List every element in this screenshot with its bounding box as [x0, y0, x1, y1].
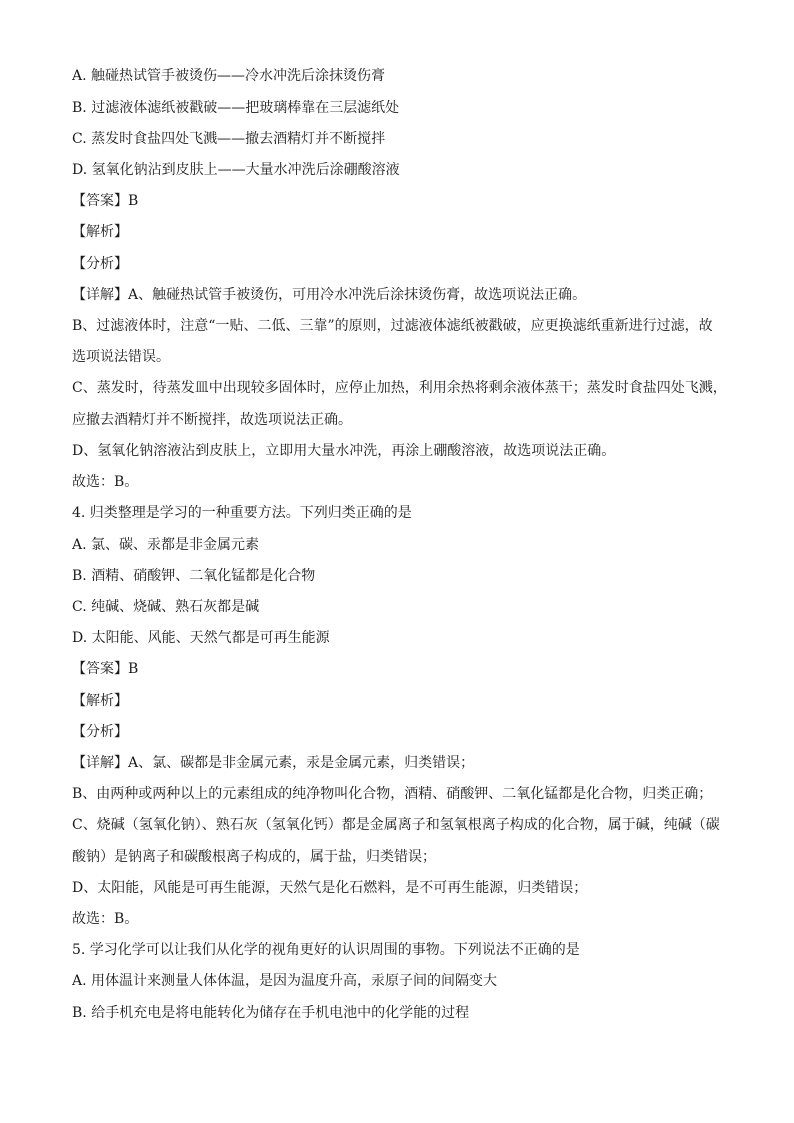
q3-answer: 【答案】B [72, 193, 139, 209]
q3-detail-a: 【详解】A、触碰热试管手被烫伤，可用冷水冲洗后涂抹烫伤膏，故选项说法正确。 [72, 287, 587, 303]
q4-option-b: B. 酒精、硝酸钾、二氧化锰都是化合物 [72, 568, 316, 584]
q4-option-d: D. 太阳能、风能、天然气都是可再生能源 [72, 630, 330, 646]
q4-detail-d: D、太阳能，风能是可再生能源，天然气是化石燃料，是不可再生能源，归类错误； [72, 880, 588, 896]
q4-option-a: A. 氯、碳、汞都是非金属元素 [72, 537, 260, 553]
q3-analysis-label: 【解析】 [72, 224, 128, 240]
q5-option-a: A. 用体温计来测量人体体温，是因为温度升高，汞原子间的间隔变大 [72, 973, 498, 989]
q3-detail-c-line1: C、蒸发时，待蒸发皿中出现较多固体时，应停止加热，利用余热将剩余液体蒸干；蒸发时食盐四处飞溅， [72, 380, 727, 396]
q5-option-b: B. 给手机充电是将电能转化为储存在手机电池中的化学能的过程 [72, 1005, 470, 1021]
q3-detail-c-line2: 应撤去酒精灯并不断搅拌，故选项说法正确。 [72, 412, 352, 428]
q3-choose: 故选：B。 [72, 474, 139, 490]
q3-option-b: B. 过滤液体滤纸被戳破——把玻璃棒靠在三层滤纸处 [72, 100, 400, 116]
q4-detail-c-line2: 酸钠）是钠离子和碳酸根离子构成的，属于盐，归类错误； [72, 849, 436, 865]
q3-option-c: C. 蒸发时食盐四处飞溅——撤去酒精灯并不断搅拌 [72, 131, 386, 147]
q4-detail-b: B、由两种或两种以上的元素组成的纯净物叫化合物，酒精、硝酸钾、二氧化锰都是化合物，归类正确； [72, 786, 713, 802]
q4-fenxi-label: 【分析】 [72, 724, 128, 740]
q3-detail-b-line1: B、过滤液体时，注意“一贴、二低、三靠”的原则，过滤液体滤纸被戳破，应更换滤纸重新进行过滤，故 [72, 318, 713, 334]
q4-detail-c-line1: C、烧碱（氢氧化钠）、熟石灰（氢氧化钙）都是金属离子和氢氧根离子构成的化合物，属于碱，纯碱（碳 [72, 817, 720, 833]
q4-stem: 4. 归类整理是学习的一种重要方法。下列归类正确的是 [72, 505, 412, 521]
q4-answer: 【答案】B [72, 661, 139, 677]
q4-option-c: C. 纯碱、烧碱、熟石灰都是碱 [72, 599, 260, 615]
q3-fenxi-label: 【分析】 [72, 256, 128, 272]
q5-stem: 5. 学习化学可以让我们从化学的视角更好的认识周围的事物。下列说法不正确的是 [72, 942, 580, 958]
q3-option-d: D. 氢氧化钠沾到皮肤上——大量水冲洗后涂硼酸溶液 [72, 162, 400, 178]
q4-analysis-label: 【解析】 [72, 693, 128, 709]
q3-detail-d: D、氢氧化钠溶液沾到皮肤上，立即用大量水冲洗，再涂上硼酸溶液，故选项说法正确。 [72, 443, 616, 459]
q3-detail-b-line2: 选项说法错误。 [72, 349, 170, 365]
q4-choose: 故选：B。 [72, 911, 139, 927]
q4-detail-a: 【详解】A、氯、碳都是非金属元素，汞是金属元素，归类错误； [72, 755, 475, 771]
q3-option-a: A. 触碰热试管手被烫伤——冷水冲洗后涂抹烫伤膏 [72, 68, 386, 84]
